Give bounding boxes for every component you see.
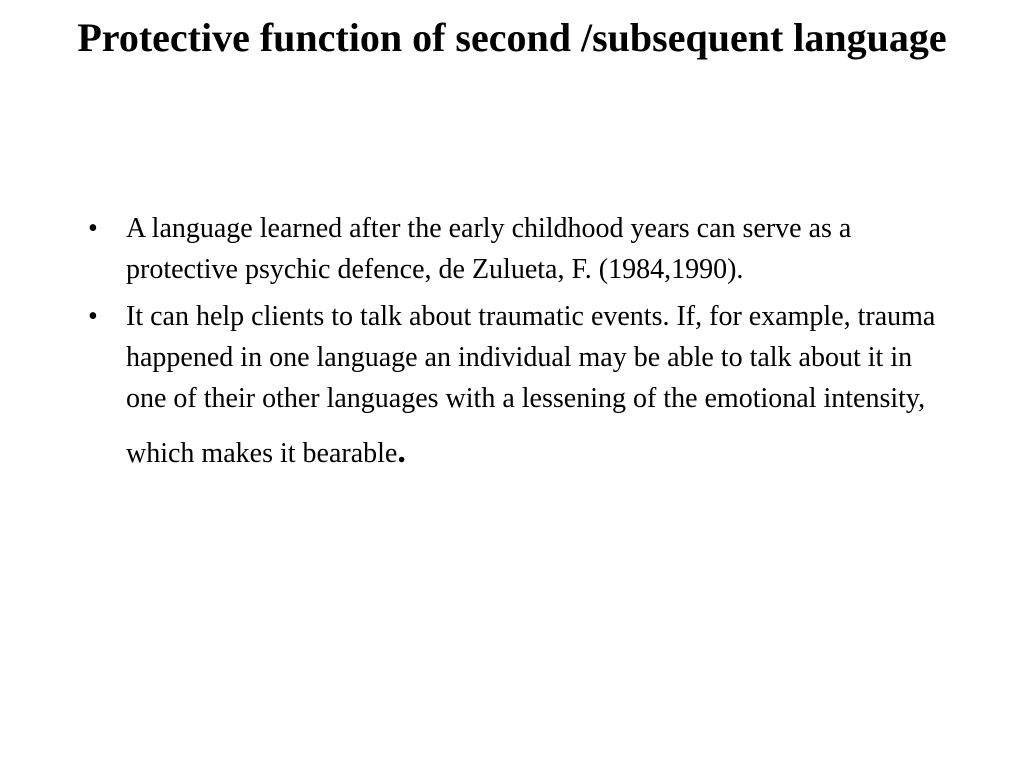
bullet-item-1 <box>88 208 948 290</box>
bullet-text: A language learned after the early childhood years can serve as a protective psychic defence, de Zulueta, F. (1984,1990). <box>126 213 852 285</box>
slide-title: Protective function of second /subsequent language <box>77 15 947 60</box>
bullet-tail <box>303 431 406 474</box>
bullet-item-2 <box>88 296 948 474</box>
bullet-list <box>88 208 948 480</box>
bullet-marker-icon: • <box>88 301 98 332</box>
bullet-tail-word: bearable <box>302 438 398 469</box>
bullet-marker-icon: • <box>88 213 98 244</box>
bullet-text: It can help clients to talk about traumatic events. If, for example, trauma happened in one language an individual may be able to talk about it in one of their other languages with a lessening of the emotional intensity, which makes it <box>126 301 936 469</box>
bullet-tail-period: . <box>397 433 406 470</box>
